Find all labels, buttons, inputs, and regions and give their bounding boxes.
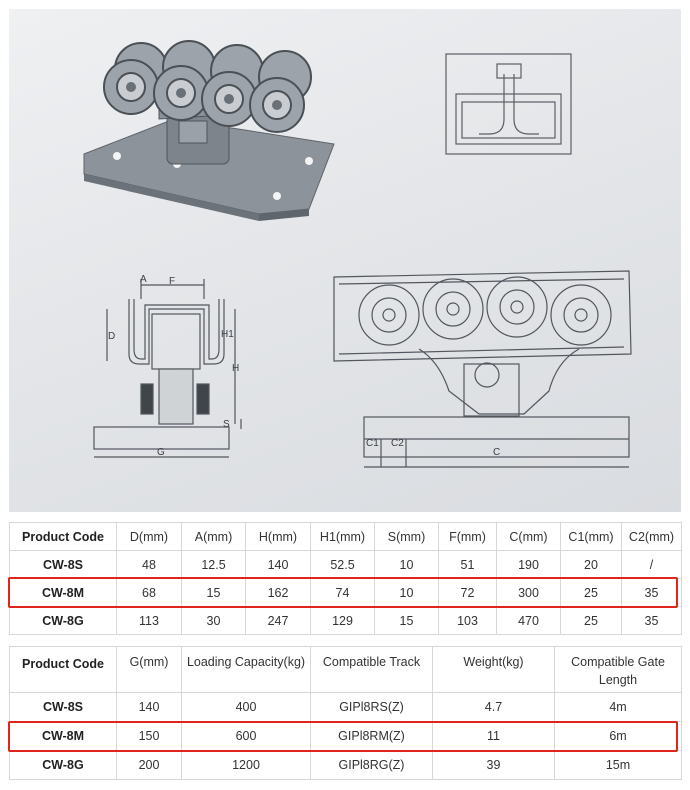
table-cell: 10 <box>375 579 439 607</box>
dim-label-f: F <box>169 276 176 287</box>
table-cell: 400 <box>182 693 311 722</box>
header-cell: C2(mm) <box>622 523 682 551</box>
roller-carriage-render <box>84 41 334 221</box>
spec-table <box>9 522 682 635</box>
table-cell: 103 <box>439 607 497 635</box>
header-cell: Product Code <box>10 647 117 693</box>
table-cell: 1200 <box>182 751 311 780</box>
table-cell: 15 <box>182 579 246 607</box>
table-cell: 300 <box>497 579 561 607</box>
table-cell: 600 <box>182 722 311 751</box>
table-cell: 25 <box>561 607 622 635</box>
table-cell: 51 <box>439 551 497 579</box>
table-cell: 74 <box>311 579 375 607</box>
table-cell: 30 <box>182 607 246 635</box>
product-code-cell: CW-8G <box>10 751 117 780</box>
table-cell: 190 <box>497 551 561 579</box>
table-cell: 129 <box>311 607 375 635</box>
header-cell: Compatible Track <box>311 647 433 693</box>
header-cell: S(mm) <box>375 523 439 551</box>
table-cell: 72 <box>439 579 497 607</box>
header-cell: G(mm) <box>117 647 182 693</box>
dim-label-c2: C2 <box>391 438 404 449</box>
dim-label-h: H <box>232 363 240 374</box>
header-cell: H1(mm) <box>311 523 375 551</box>
header-cell: F(mm) <box>439 523 497 551</box>
header-cell: C(mm) <box>497 523 561 551</box>
table-cell: 15m <box>555 751 682 780</box>
track-end-view <box>446 54 571 154</box>
table-cell: 12.5 <box>182 551 246 579</box>
table-row <box>10 722 682 751</box>
header-cell: D(mm) <box>117 523 182 551</box>
table-cell: 4m <box>555 693 682 722</box>
table-cell: 11 <box>433 722 555 751</box>
dim-label-d: D <box>108 331 116 342</box>
table-cell: 68 <box>117 579 182 607</box>
table-cell: 140 <box>117 693 182 722</box>
table-row <box>10 607 682 635</box>
table-row <box>10 693 682 722</box>
header-cell: Compatible Gate Length <box>555 647 682 693</box>
table-cell: GIPl8RS(Z) <box>311 693 433 722</box>
table-cell: / <box>622 551 682 579</box>
product-code-cell: CW-8M <box>10 579 117 607</box>
header-cell: C1(mm) <box>561 523 622 551</box>
table-cell: 20 <box>561 551 622 579</box>
table-cell: 4.7 <box>433 693 555 722</box>
header-cell: Product Code <box>10 523 117 551</box>
dim-label-a: A <box>140 274 147 285</box>
table-cell: 39 <box>433 751 555 780</box>
table-cell: 162 <box>246 579 311 607</box>
product-code-cell: CW-8S <box>10 693 117 722</box>
table-cell: 25 <box>561 579 622 607</box>
table-cell: 150 <box>117 722 182 751</box>
spec-table-header <box>10 523 682 551</box>
table-cell: 200 <box>117 751 182 780</box>
table-cell: 35 <box>622 607 682 635</box>
table-cell: 10 <box>375 551 439 579</box>
dim-label-c1: C1 <box>366 438 379 449</box>
header-cell: A(mm) <box>182 523 246 551</box>
table-cell: 140 <box>246 551 311 579</box>
header-cell: Loading Capacity(kg) <box>182 647 311 693</box>
header-cell: H(mm) <box>246 523 311 551</box>
table-cell: 470 <box>497 607 561 635</box>
table-cell: 15 <box>375 607 439 635</box>
table-row <box>10 551 682 579</box>
dim-label-g: G <box>157 447 165 458</box>
header-cell: Weight(kg) <box>433 647 555 693</box>
dim-label-s: S <box>223 419 230 430</box>
product-code-cell: CW-8S <box>10 551 117 579</box>
dim-label-h1: H1 <box>221 329 234 340</box>
technical-drawing <box>9 9 681 512</box>
table-row <box>10 579 682 607</box>
table-cell: 35 <box>622 579 682 607</box>
table-cell: 48 <box>117 551 182 579</box>
table-cell: 6m <box>555 722 682 751</box>
capacity-table <box>9 646 682 780</box>
product-code-cell: CW-8G <box>10 607 117 635</box>
product-photo <box>9 9 681 512</box>
table-row <box>10 751 682 780</box>
table-cell: 247 <box>246 607 311 635</box>
table-cell: GIPl8RM(Z) <box>311 722 433 751</box>
table-cell: 113 <box>117 607 182 635</box>
capacity-table-header <box>10 647 682 693</box>
table-cell: 52.5 <box>311 551 375 579</box>
table-cell: GIPl8RG(Z) <box>311 751 433 780</box>
product-code-cell: CW-8M <box>10 722 117 751</box>
side-section-drawing <box>94 279 241 457</box>
dim-label-c: C <box>493 447 501 458</box>
